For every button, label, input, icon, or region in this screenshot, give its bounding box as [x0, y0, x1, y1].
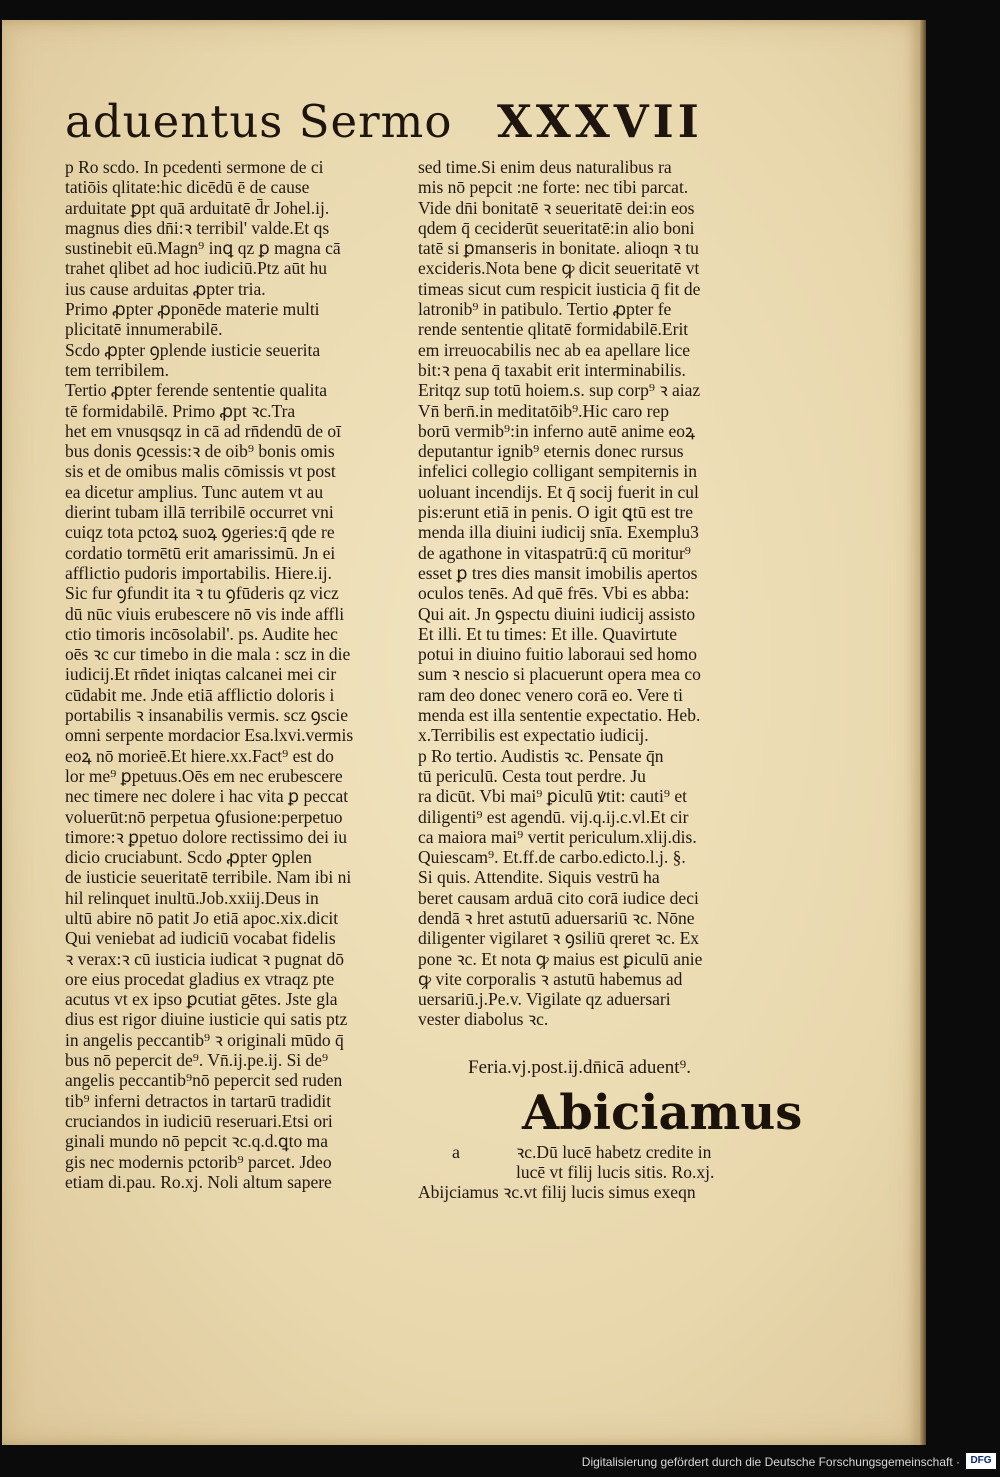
left-column-line: iudicij.Et rn̄det iniqtas calcanei mei cir: [65, 664, 337, 685]
right-column-line: Vn̄ bern̄.in meditatōib⁹.Hic caro rep: [418, 400, 670, 421]
left-column-line: cūdabit me. Jnde etiā afflictio doloris i: [65, 684, 335, 705]
right-column-line: Si quis. Attendite. Siquis vestrū ha: [418, 867, 660, 888]
left-column-line: p Ro scdo. In pcedenti sermone de ci: [65, 157, 324, 177]
guide-letter: a: [452, 1142, 460, 1162]
sermon-text-3: Abijciamus ꝛc.vt filij lucis simus exeqn: [418, 1182, 696, 1202]
decorated-incipit: Abiciamus: [522, 1085, 803, 1141]
left-column-line: ꝛ verax:ꝛ cū iusticia iudicat ꝛ pugnat dō: [65, 948, 345, 969]
right-column-line: tatē si ꝑmanseris in bonitate. alioqn ꝛ tu: [418, 238, 699, 259]
right-column-line: beret causam arduā cito corā iudice deci: [418, 887, 699, 908]
left-column-line: in angelis peccantib⁹ ꝛ originali mūdo q̄: [65, 1029, 344, 1050]
right-column-line: sed time.Si enim deus naturalibus ra: [418, 157, 672, 177]
left-column-line: ctio timoris incōsolabil'. ps. Audite hec: [65, 623, 338, 644]
left-column-line: hil relinquet inultū.Job.xxiij.Deus in: [65, 887, 319, 908]
right-column-line: em irreuocabilis nec ab ea apellare lice: [418, 339, 691, 360]
running-title: aduentus Sermo: [65, 95, 453, 148]
sermon-line-2: [516, 1162, 768, 1184]
right-column-line: ram deo donec venero corā eo. Vere ti: [418, 684, 683, 705]
left-column-line: tatiōis qlitate:hic dicēdū ē de cause: [65, 177, 310, 198]
right-column-line: sum ꝛ nescio si placuerunt opera mea co: [418, 664, 701, 685]
right-column-line: Et illi. Et tu times: Et ille. Quavirtute: [418, 623, 678, 644]
right-column-line: deputantur ignib⁹ eternis donec rursus: [418, 441, 684, 462]
folio-number: XXXVII: [497, 95, 703, 148]
dfg-logo: DFG: [966, 1453, 996, 1469]
left-column-line: etiam di.pau. Ro.xj. Noli altum sapere: [65, 1171, 332, 1192]
left-column-line: voluerūt:nō perpetua ꝯfusione:perpetuo: [65, 806, 343, 827]
left-column-line: tem terribilem.: [65, 359, 169, 380]
right-column-line: rende sententie qlitatē formidabilē.Erit: [418, 319, 689, 340]
left-column-line: trahet qlibet ad hoc iudiciū.Ptz aūt hu: [65, 258, 327, 279]
right-column-line: Eritqz sup totū hoiem.s. sup corp⁹ ꝛ aiaz: [418, 380, 701, 401]
right-column-line: p Ro tertio. Audistis ꝛc. Pensate q̄n: [418, 745, 664, 766]
left-column-line: bus donis ꝯcessis:ꝛ de oib⁹ bonis omis: [65, 441, 335, 462]
left-column-line: dicio cruciabunt. Scdo ꝓpter ꝯplen: [65, 847, 312, 868]
sermon-text-1: ꝛc.Dū lucē habetz credite in: [516, 1142, 712, 1162]
left-column-line: nec timere nec dolere i hac vita ꝑ peccat: [65, 786, 349, 807]
left-column-line: omni serpente mordacior Esa.lxvi.vermis: [65, 725, 354, 746]
sermon-line-1: [516, 1142, 768, 1164]
left-column-line: Primo ꝓpter ꝓponēde materie multi: [65, 299, 320, 320]
left-column-line: portabilis ꝛ insanabilis vermis. scz ꝯscie: [65, 705, 348, 726]
digitization-credit: Digitalisierung gefördert durch die Deutsche Forschungsgemeinschaft ·: [581, 1455, 960, 1469]
right-column-line: menda illa diuini iudicij snīa. Exemplu3: [418, 522, 699, 543]
right-column-line: bit:ꝛ pena q̄ taxabit erit interminabilis.: [418, 359, 686, 380]
right-column-line: mis nō pepcit :ne forte: nec tibi parcat.: [418, 177, 689, 198]
left-column-line: angelis peccantib⁹nō pepercit sed ruden: [65, 1070, 343, 1091]
right-column-line: de agathone in vitaspatrū:q̄ cū moritur⁹: [418, 542, 691, 563]
right-column-line: dendā ꝛ hret astutū aduersariū ꝛc. Nōne: [418, 907, 695, 928]
text-column-right: [418, 157, 770, 1030]
left-column-line: plicitatē innumerabilē.: [65, 319, 223, 340]
right-column-line: x.Terribilis est expectatio iudicij.: [418, 725, 649, 746]
left-column-line: lor me⁹ ꝑpetuus.Oēs em nec erubescere: [65, 765, 343, 786]
footer-bar: [0, 1445, 1000, 1477]
text-column-left: [65, 157, 410, 1192]
right-column-line: pone ꝛc. Et nota ꝙ maius est ꝑiculū anie: [418, 948, 703, 969]
left-column-line: oēs ꝛc cur timebo in die mala : scz in die: [65, 644, 351, 665]
left-column-line: dū nūc viuis erubescere nō vis inde affli: [65, 603, 345, 624]
right-column-line: excideris.Nota bene ꝙ dicit seueritatē vt: [418, 258, 700, 279]
right-column-line: Qui ait. Jn ꝯspectu diuini iudicij assisto: [418, 603, 696, 624]
right-column-line: infelici collegio colligant sempiternis in: [418, 461, 697, 482]
left-column-line: dierint tubam illā terribilē occurret vni: [65, 502, 334, 523]
left-column-line: Tertio ꝓpter ferende sententie qualita: [65, 380, 328, 401]
left-column-line: ore eius procedat gladius ex vtraqz pte: [65, 968, 335, 989]
left-column-line: cruciandos in iudiciū reseruari.Etsi ori: [65, 1110, 333, 1131]
left-column-line: sustinebit eū.Magn⁹ inꝗ qz ꝑ magna cā: [65, 238, 341, 259]
right-column-line: diligenter vigilaret ꝛ ꝯsiliū qreret ꝛc. Ex: [418, 928, 700, 949]
left-column-line: ultū abire nō patit Jo etiā apoc.xix.dicit: [65, 907, 339, 928]
right-column-line: oculos tenēs. Ad quē frēs. Vbi es abba:: [418, 583, 690, 604]
left-column-line: Sic fur ꝯfundit ita ꝛ tu ꝯfūderis qz vicz: [65, 583, 339, 604]
right-column-line: ꝙ vite corporalis ꝛ astutū habemus ad: [418, 968, 683, 989]
right-column-line: vester diabolus ꝛc.: [418, 1009, 549, 1030]
right-column-line: pis:erunt etiā in penis. O igit ꝗtū est tre: [418, 502, 694, 523]
section-heading: Feria.vj.post.ij.dn̄icā aduent⁹.: [468, 1057, 691, 1078]
sermon-line-3: [418, 1182, 770, 1204]
left-column-line: tib⁹ inferni detractos in tartarū tradidit: [65, 1090, 332, 1111]
left-column-line: arduitate ꝑpt quā arduitatē d̄r Johel.ij.: [65, 197, 330, 218]
left-column-line: acutus vt ex ipso ꝑcutiat gētes. Jste gla: [65, 989, 338, 1010]
right-column-line: timeas sicut cum respicit iusticia q̄ fit de: [418, 278, 701, 299]
left-column-line: de iusticie seueritatē terribile. Nam ibi ni: [65, 867, 352, 888]
left-column-line: cuiqz tota pctoꝝ suoꝝ ꝯgeries:q̄ qde re: [65, 522, 335, 543]
right-column-line: esset ꝑ tres dies mansit imobilis apertos: [418, 562, 698, 583]
right-column-line: potui in diuino fuitio laboraui sed homo: [418, 644, 698, 665]
left-column-line: Scdo ꝓpter ꝯplende iusticie seuerita: [65, 339, 321, 360]
right-column-line: qdem q̄ ceciderūt seueritatē:in alio boni: [418, 217, 695, 238]
left-column-line: ea dicetur amplius. Tunc autem vt au: [65, 481, 324, 502]
right-column-line: tū periculū. Cesta tout perdre. Ju: [418, 765, 646, 786]
left-column-line: eoꝝ nō morieē.Et hiere.xx.Fact⁹ est do: [65, 745, 334, 766]
left-column-line: Qui veniebat ad iudiciū vocabat fidelis: [65, 928, 336, 949]
right-column-line: diligenti⁹ est agendū. vij.q.ij.c.vl.Et cir: [418, 806, 689, 827]
left-column-line: cordatio tormētū erit amarissimū. Jn ei: [65, 542, 336, 563]
left-column-line: afflictio pudoris importabilis. Hiere.ij.: [65, 562, 332, 583]
right-column-line: menda est illa sententie expectatio. Heb.: [418, 705, 701, 726]
page-fold: [920, 20, 926, 1445]
left-column-line: ius cause arduitas ꝓpter tria.: [65, 278, 266, 299]
left-column-line: timore:ꝛ ꝑpetuo dolore rectissimo dei iu: [65, 826, 347, 847]
left-column-line: ginali mundo nō pepcit ꝛc.q.d.ꝗto ma: [65, 1131, 329, 1152]
left-column-line: dius est rigor diuine iusticie qui satis ptz: [65, 1009, 348, 1030]
left-column-line: gis nec modernis pctorib⁹ parcet. Jdeo: [65, 1151, 332, 1172]
right-column-line: uoluant incendijs. Et q̄ socij fuerit in cul: [418, 481, 699, 502]
left-column-line: sis et de omibus malis cōmissis vt post: [65, 461, 336, 482]
right-column-line: borū vermib⁹:in inferno autē anime eoꝝ: [418, 420, 696, 441]
left-column-line: tē formidabilē. Primo ꝓpt ꝛc.Tra: [65, 400, 296, 421]
left-column-line: magnus dies dn̄i:ꝛ terribil' valde.Et qs: [65, 217, 330, 238]
right-column-line: ca maiora mai⁹ vertit periculum.xlij.dis.: [418, 826, 697, 847]
left-column-line: bus nō pepercit de⁹. Vn̄.ij.pe.ij. Si de⁹: [65, 1050, 329, 1071]
right-column-line: Vide dn̄i bonitatē ꝛ seueritatē dei:in eos: [418, 197, 695, 218]
sermon-text-2: lucē vt filij lucis sitis. Ro.xj.: [516, 1162, 715, 1182]
left-column-line: het em vnusqsqz in cā ad rn̄dendū de oī: [65, 420, 342, 441]
right-column-line: latronib⁹ in patibulo. Tertio ꝓpter fe: [418, 299, 672, 320]
right-column-line: Quiescam⁹. Et.ff.de carbo.edicto.l.j. §.: [418, 847, 686, 868]
right-column-line: uersariū.j.Pe.v. Vigilate qz aduersari: [418, 989, 671, 1010]
right-column-line: ra dicūt. Vbi mai⁹ ꝑiculū ꝟtit: cauti⁹ et: [418, 786, 687, 807]
